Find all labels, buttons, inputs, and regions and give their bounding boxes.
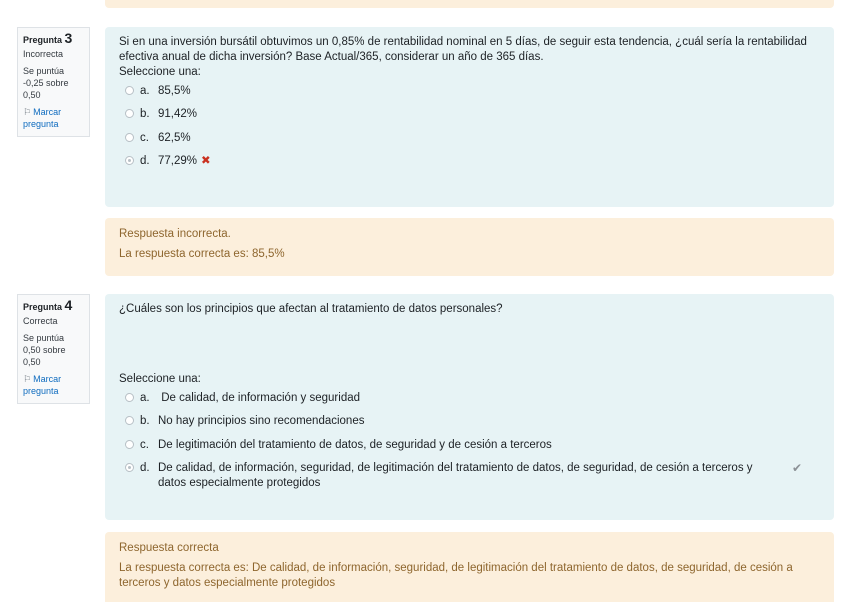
question-number-value: 4 <box>64 297 73 313</box>
radio-button[interactable] <box>125 416 134 425</box>
answer-letter: a. <box>140 392 150 404</box>
flag-question-label: Marcar pregunta <box>23 107 62 129</box>
question-content-4 <box>105 294 834 520</box>
flag-icon: ⚐ <box>23 107 32 117</box>
answer-text: De calidad, de información, seguridad, de legitimación del tratamiento de datos, de seguridad, de cesión a terceros y datos especialmente protegidos <box>158 461 753 489</box>
question-number <box>23 299 84 313</box>
answer-option-c[interactable] <box>119 434 820 457</box>
correct-answer-text: La respuesta correcta es: De calidad, de información, seguridad, de legitimación del tratamiento de datos, de seguridad, de cesión a terceros y datos especialmente protegidos <box>119 562 793 589</box>
answer-text: 85,5% <box>158 85 191 97</box>
flag-icon: ⚐ <box>23 374 32 384</box>
answer-letter: c. <box>140 131 149 144</box>
radio-button-selected[interactable] <box>125 156 134 165</box>
answer-text: De legitimación del tratamiento de datos, de seguridad y de cesión a terceros <box>158 438 552 451</box>
answer-letter: d. <box>140 154 150 167</box>
question-number-label: Pregunta <box>23 302 63 312</box>
flag-question-link[interactable] <box>23 106 84 130</box>
answer-letter: d. <box>140 461 150 474</box>
check-icon: ✔ <box>791 460 802 475</box>
question-number-label: Pregunta <box>23 35 63 45</box>
answer-option-a[interactable] <box>119 80 820 103</box>
previous-feedback-strip <box>105 0 834 8</box>
answer-option-c[interactable] <box>119 127 820 150</box>
question-info-3 <box>17 27 90 137</box>
question-number <box>23 32 84 46</box>
question-state: Correcta <box>23 316 58 326</box>
question-content-3 <box>105 27 834 207</box>
flag-question-link[interactable] <box>23 373 84 397</box>
feedback-status: Respuesta incorrecta. <box>119 228 231 240</box>
answer-letter: b. <box>140 108 150 121</box>
question-grade: Se puntúa 0,50 sobre 0,50 <box>23 333 66 367</box>
answer-letter: c. <box>140 438 149 451</box>
flag-question-label: Marcar pregunta <box>23 374 62 396</box>
question-text: Si en una inversión bursátil obtuvimos un 0,85% de rentabilidad nominal en 5 días, de seguir esta tendencia, ¿cuál sería la rentabilidad efectiva anual de dicha inversión? Base Actual/365, considerar un año de 365 días. <box>119 36 807 63</box>
question-grade: Se puntúa -0,25 sobre 0,50 <box>23 66 69 100</box>
answer-option-d[interactable] <box>119 150 820 173</box>
correct-answer-text: La respuesta correcta es: 85,5% <box>119 248 285 260</box>
answer-option-b[interactable] <box>119 103 820 126</box>
feedback-status: Respuesta correcta <box>119 542 219 554</box>
question-text: ¿Cuáles son los principios que afectan al tratamiento de datos personales? <box>119 303 503 315</box>
times-icon: ✖ <box>201 154 211 167</box>
radio-button[interactable] <box>125 440 134 449</box>
question-state: Incorrecta <box>23 49 64 59</box>
radio-button[interactable] <box>125 133 134 142</box>
answer-option-d[interactable] <box>119 457 820 493</box>
question-info-4 <box>17 294 90 404</box>
question-feedback-4 <box>105 532 834 602</box>
radio-button-selected[interactable] <box>125 463 134 472</box>
answer-text: No hay principios sino recomendaciones <box>158 415 365 428</box>
answer-option-b[interactable] <box>119 410 820 433</box>
radio-button[interactable] <box>125 393 134 402</box>
question-number-value: 3 <box>64 30 73 46</box>
radio-button[interactable] <box>125 109 134 118</box>
answer-option-a[interactable] <box>119 387 820 410</box>
answer-prompt: Seleccione una: <box>119 66 201 78</box>
answer-text: 77,29% <box>158 154 198 167</box>
question-feedback-3 <box>105 218 834 276</box>
answer-text: 91,42% <box>158 108 198 121</box>
answer-letter: a. <box>140 85 150 97</box>
answer-letter: b. <box>140 415 150 428</box>
answer-prompt: Seleccione una: <box>119 373 201 385</box>
answer-text: 62,5% <box>158 131 191 144</box>
radio-button[interactable] <box>125 86 134 95</box>
answer-text: De calidad, de información y seguridad <box>158 392 361 404</box>
